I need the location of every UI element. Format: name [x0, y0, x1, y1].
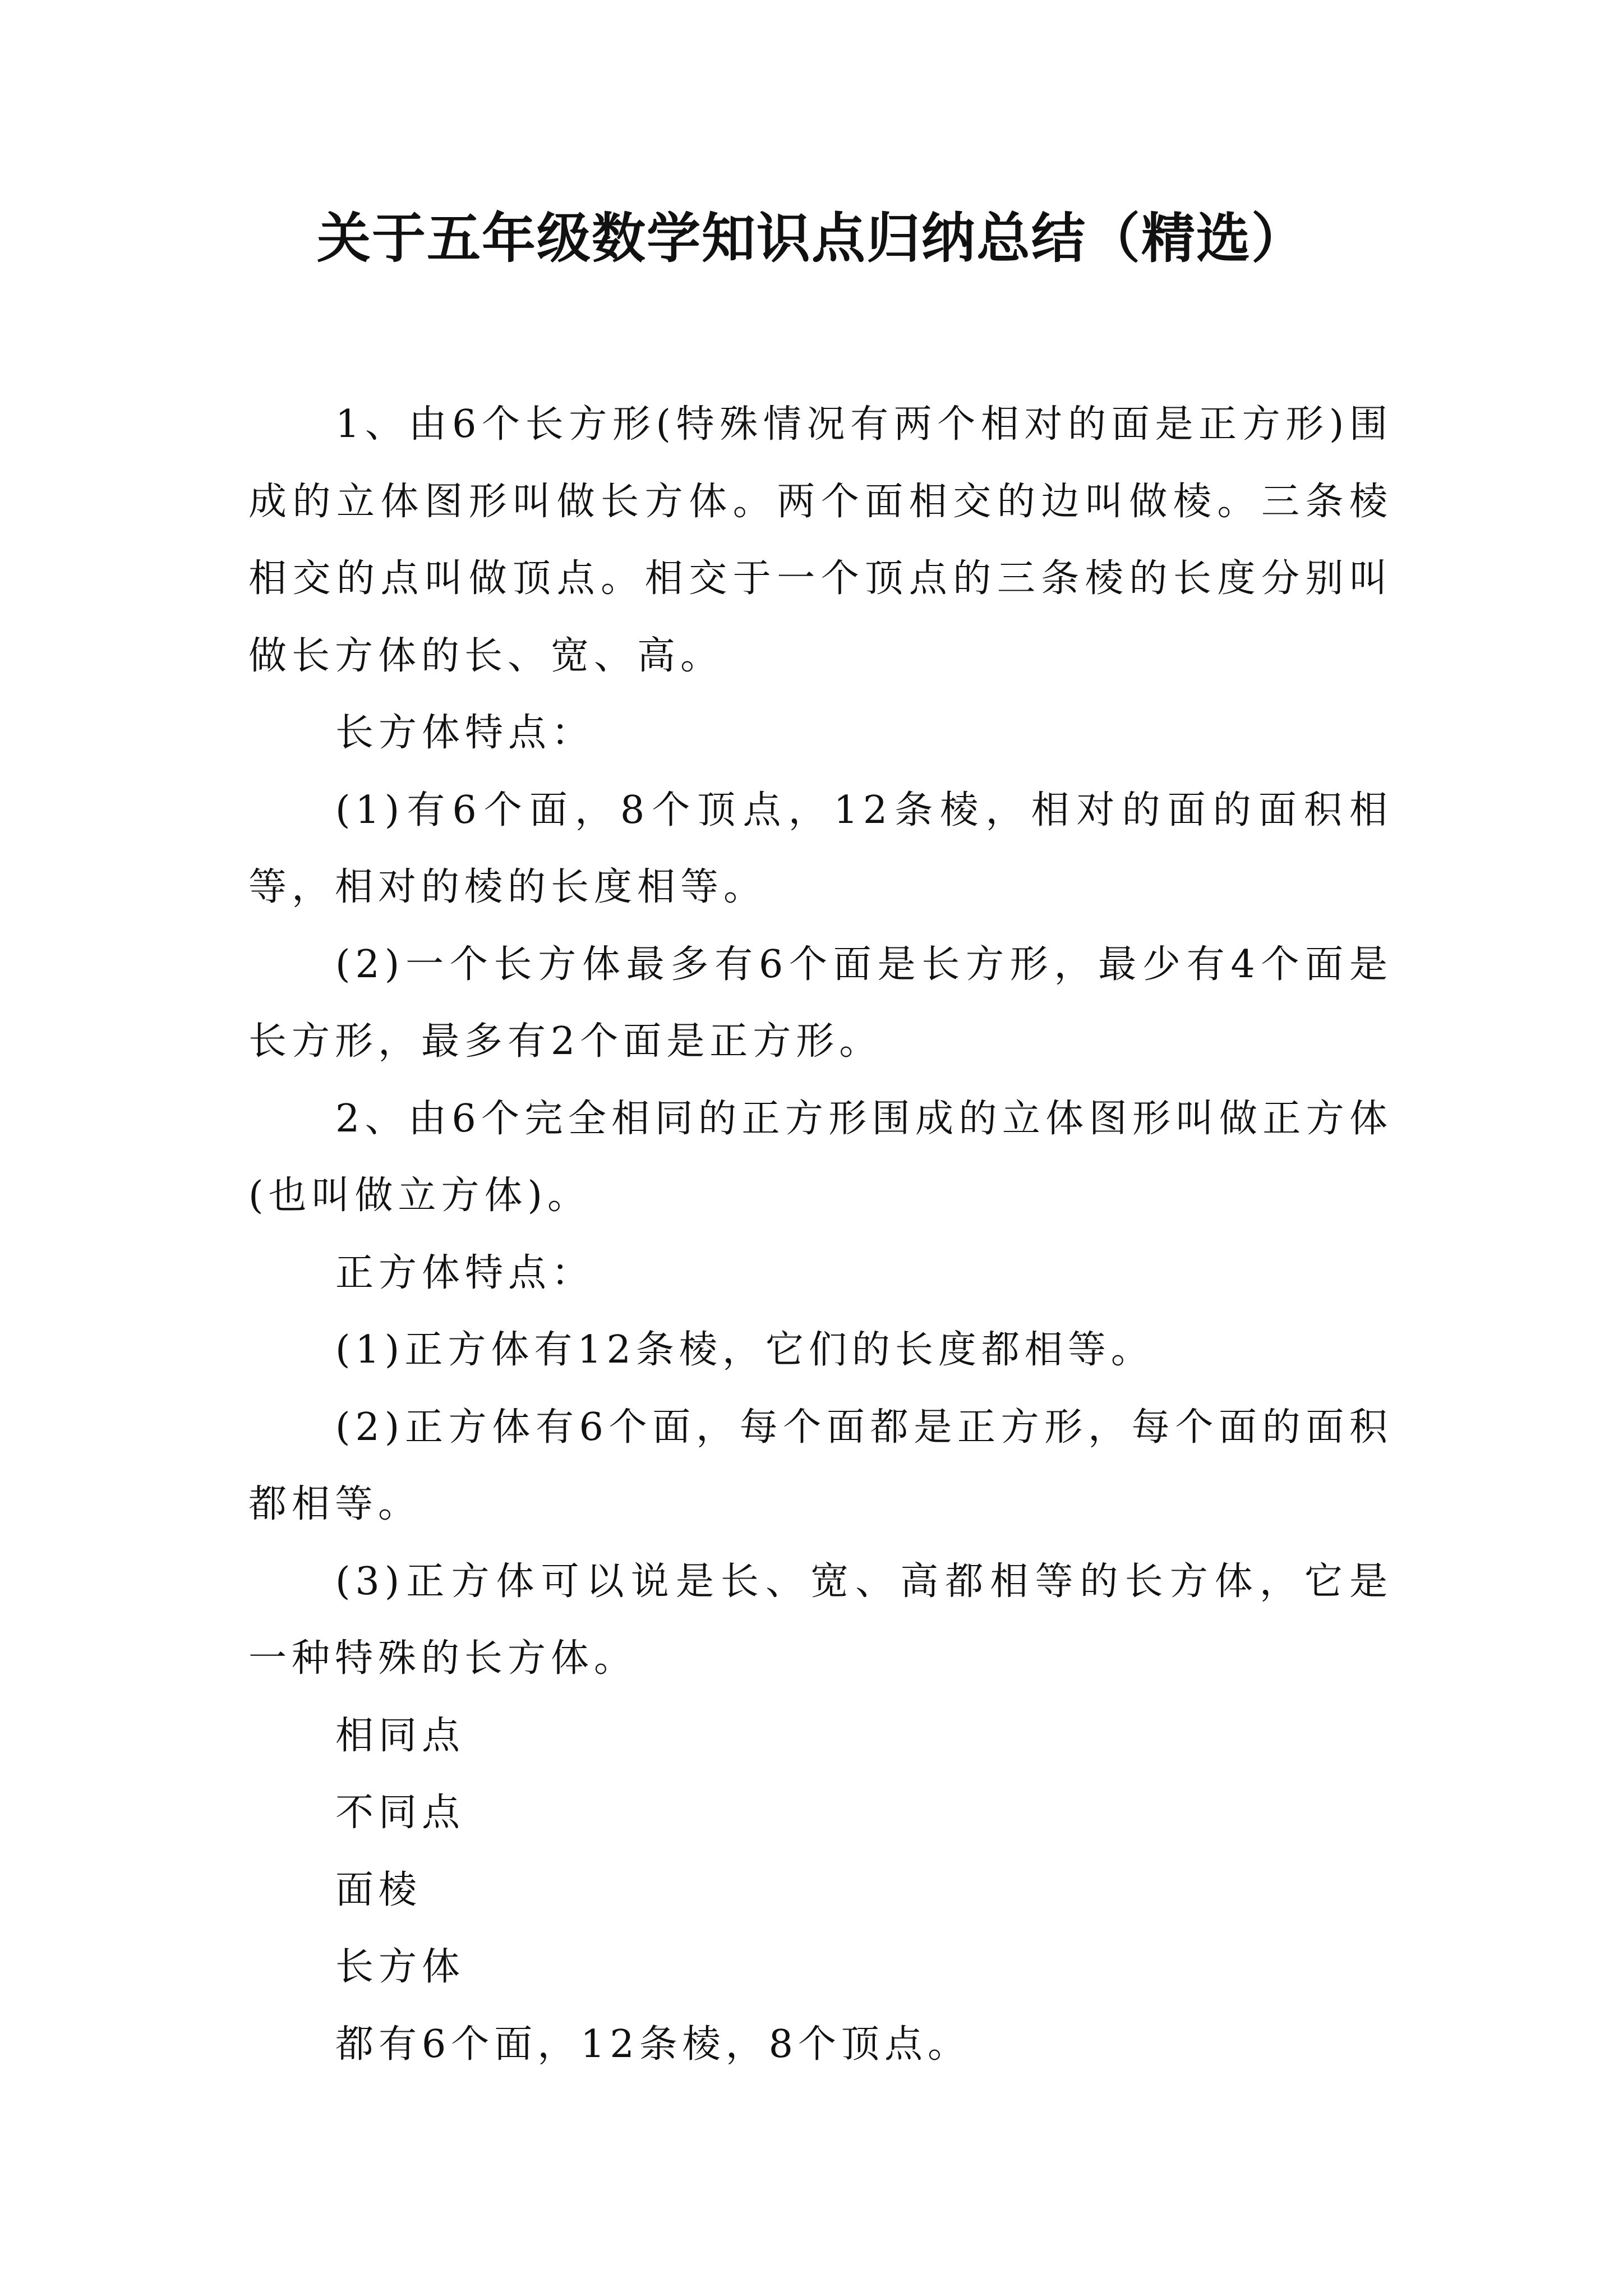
- document-title: 关于五年级数学知识点归纳总结（精选）: [317, 207, 1306, 270]
- paragraph-faces-edges-label: 面棱: [335, 1867, 422, 1912]
- paragraph-cube-features-heading: 正方体特点：: [335, 1250, 595, 1295]
- paragraph-common-properties: 都有6个面，12条棱，8个顶点。: [335, 2022, 971, 2067]
- paragraph-cube-feature-2: (2)正方体有6个面，每个面都是正方形，每个面的面积都相等。: [248, 1405, 1393, 1526]
- paragraph-cuboid-definition: 1、由6个长方形(特殊情况有两个相对的面是正方形)围成的立体图形叫做长方体。两个面相交的边叫做棱。三条棱相交的点叫做顶点。相交于一个顶点的三条棱的长度分别叫做长方体的长、宽、高。: [248, 402, 1393, 678]
- paragraph-similarities-label: 相同点: [335, 1713, 465, 1758]
- paragraph-cube-definition: 2、由6个完全相同的正方形围成的立体图形叫做正方体(也叫做立方体)。: [248, 1096, 1393, 1218]
- paragraph-cuboid-label: 长方体: [335, 1945, 465, 1989]
- paragraph-cube-feature-3: (3)正方体可以说是长、宽、高都相等的长方体，它是一种特殊的长方体。: [248, 1559, 1393, 1681]
- document-body: [248, 386, 1393, 2083]
- paragraph-cube-feature-1: (1)正方体有12条棱，它们的长度都相等。: [335, 1328, 1154, 1372]
- paragraph-cuboid-features-heading: 长方体特点：: [335, 711, 595, 755]
- paragraph-differences-label: 不同点: [335, 1791, 465, 1835]
- paragraph-cuboid-feature-2: (2)一个长方体最多有6个面是长方形，最少有4个面是长方形，最多有2个面是正方形。: [248, 942, 1393, 1064]
- paragraph-cuboid-feature-1: (1)有6个面，8个顶点，12条棱，相对的面的面积相等，相对的棱的长度相等。: [248, 788, 1393, 909]
